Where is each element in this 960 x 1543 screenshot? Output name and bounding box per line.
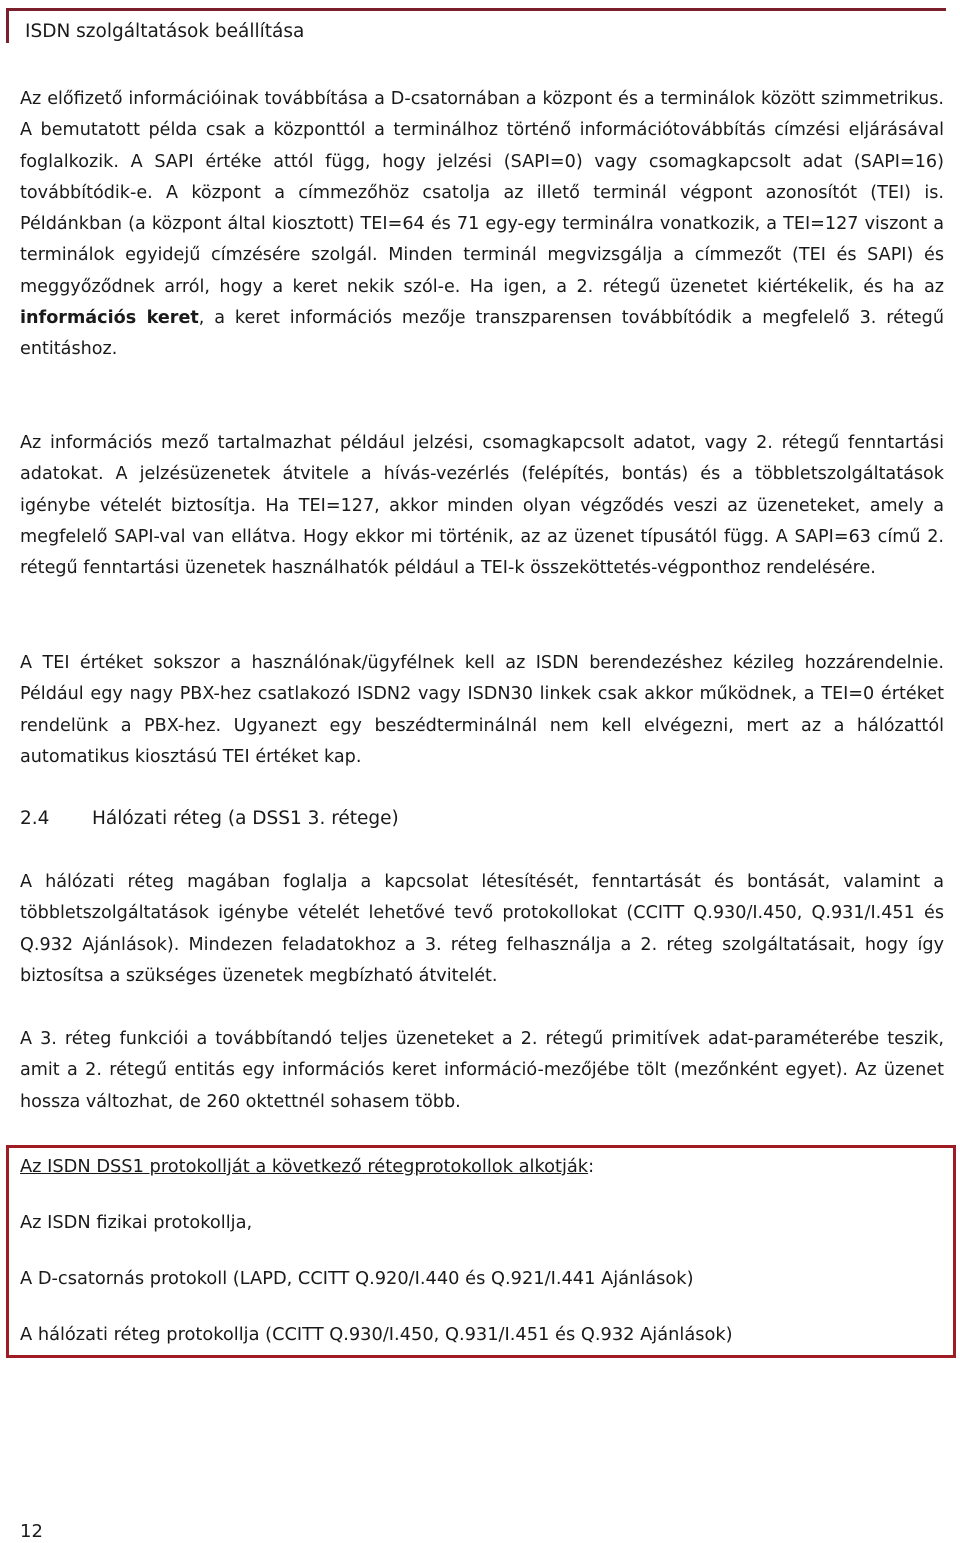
section-title: Hálózati réteg (a DSS1 3. rétege)	[92, 808, 399, 829]
box-item: A D-csatornás protokoll (LAPD, CCITT Q.920/I.440 és Q.921/I.441 Ajánlások)	[20, 1268, 694, 1289]
header-title: ISDN szolgáltatások beállítása	[25, 21, 305, 42]
box-item: A hálózati réteg protokollja (CCITT Q.930/I.450, Q.931/I.451 és Q.932 Ajánlások)	[20, 1324, 733, 1345]
section-heading	[20, 808, 399, 829]
paragraph-2: Az információs mező tartalmazhat például jelzési, csomagkapcsolt adatot, vagy 2. rétegű fenntartási adatokat. A jelzésüzenetek átvitele a hívás-vezérlés (felépítés, bontás) és a többletszolgáltatások igénybe vételét biztosítja. Ha TEI=127, akkor minden olyan végződés veszi az üzeneteket, amely a megfelelő SAPI-val van ellátva. Hogy ekkor mi történik, az az üzenet típusától függ. A SAPI=63 című 2. rétegű fenntartási üzenetek használhatók például a TEI-k összeköttetés-végponthoz rendelésére.	[20, 433, 944, 579]
paragraph-1-text: Az előfizető információinak továbbítása a D-csatornában a központ és a terminálok között szimmetrikus. A bemutatott példa csak a központtól a terminálhoz történő információtovábbítás címzési eljárásával foglalkozik. A SAPI értéke attól függ, hogy jelzési (SAPI=0) vagy csomagkapcsolt adat (SAPI=16) továbbítódik-e. A központ a címmezőhöz csatolja az illető terminál végpont azonosítót (TEI) is. Példánkban (a központ által kiosztott) TEI=64 és 71 egy-egy terminálra vonatkozik, a TEI=127 viszont a terminálok egyidejű címzésére szolgál. Minden terminál megvizsgálja a címmezőt (TEI és SAPI) és meggyőződnek arról, hogy a keret nekik szól-e. Ha igen, a 2. rétegű üzenetet kiértékelik, és ha az	[20, 89, 944, 297]
box-item: Az ISDN fizikai protokollja,	[20, 1212, 253, 1233]
box-title-suffix: :	[588, 1156, 595, 1177]
protocols-box	[6, 1145, 956, 1358]
paragraph-1	[20, 84, 944, 366]
page-number: 12	[20, 1521, 43, 1542]
paragraph-3: A TEI értéket sokszor a használónak/ügyfélnek kell az ISDN berendezéshez kézileg hozzárendelnie. Például egy nagy PBX-hez csatlakozó ISDN2 vagy ISDN30 linkek csak akkor működnek, a TEI=0 értéket rendelünk a PBX-hez. Ugyanezt egy beszédterminálnál nem kell elvégezni, mert az a hálózattól automatikus kiosztású TEI értéket kap.	[20, 653, 944, 767]
paragraph-4: A hálózati réteg magában foglalja a kapcsolat létesítését, fenntartását és bontását, valamint a többletszolgáltatások igénybe vételét lehetővé tevő protokollokat (CCITT Q.930/I.450, Q.931/I.451 és Q.932 Ajánlások). Mindezen feladatokhoz a 3. réteg felhasználja a 2. réteg szolgáltatásait, hogy így biztosítsa a szükséges üzenetek megbízható átvitelét.	[20, 872, 944, 986]
bold-term-information-frame: információs keret	[20, 308, 199, 329]
paragraph-5: A 3. réteg funkciói a továbbítandó teljes üzeneteket a 2. rétegű primitívek adat-paraméterébe teszik, amit a 2. rétegű entitás egy információs keret információ-mezőjébe tölt (mezőnként egyet). Az üzenet hossza változhat, de 260 oktettnél sohasem több.	[20, 1029, 944, 1112]
page-header	[6, 8, 946, 43]
box-title-text: Az ISDN DSS1 protokollját a következő rétegprotokollok alkotják	[20, 1156, 589, 1177]
section-number: 2.4	[20, 808, 50, 829]
box-title	[20, 1156, 594, 1177]
paragraph-1-text-end: , a keret információs mezője transzparensen továbbítódik a megfelelő 3. rétegű entitáshoz.	[20, 308, 944, 360]
